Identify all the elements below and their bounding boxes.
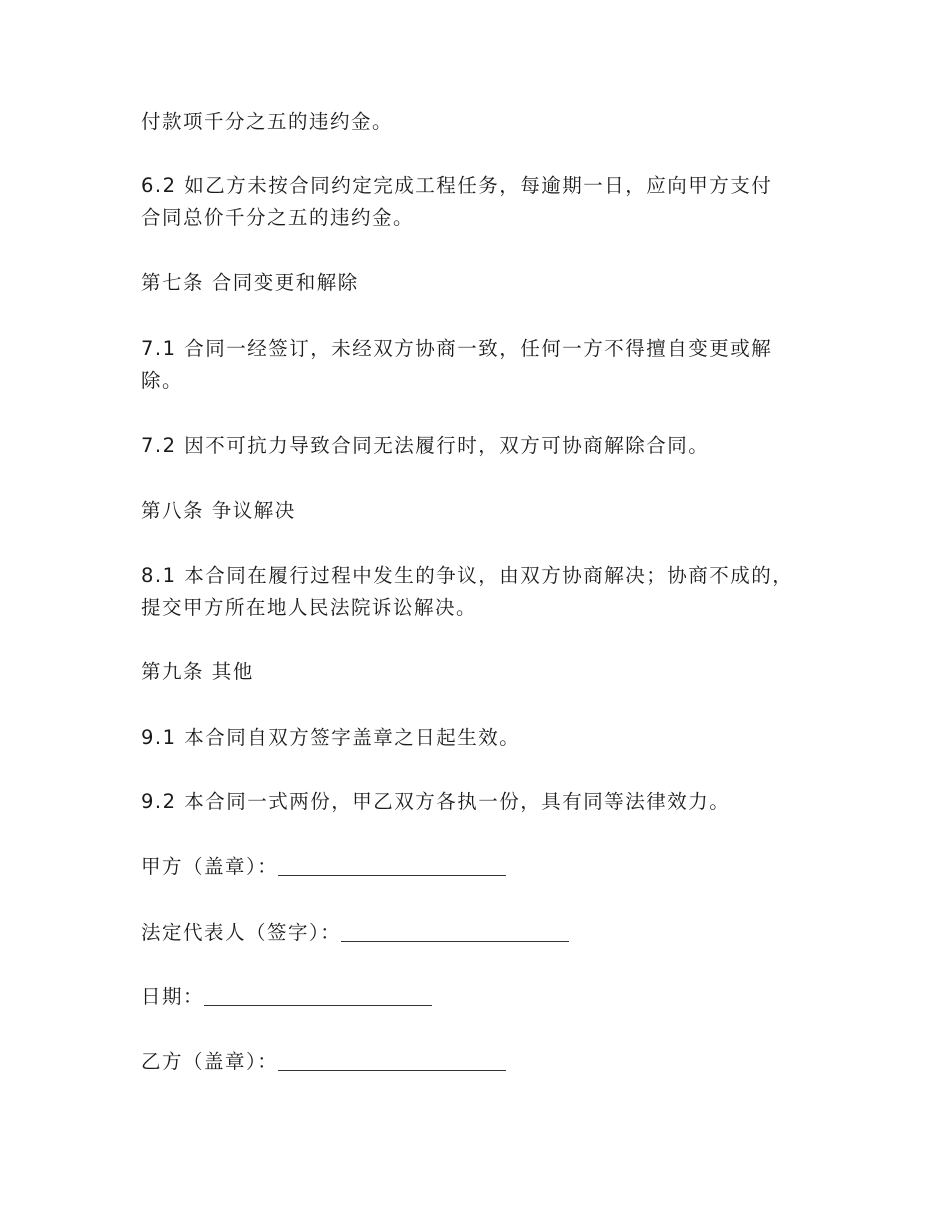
clause-6-2: 6.2 如乙方未按合同约定完成工程任务，每逾期一日，应向甲方支付 合同总价千分之五的违约金。	[141, 174, 773, 229]
article-9-heading: 第九条 其他	[141, 660, 254, 683]
article-8-heading: 第八条 争议解决	[141, 499, 296, 522]
clause-8-1: 8.1 本合同在履行过程中发生的争议，由双方协商解决；协商不成的， 提交甲方所在地人民法院诉讼解决。	[141, 564, 794, 619]
party-a-seal-line: 甲方（盖章）：	[141, 851, 506, 883]
paragraph-penalty-continued: 付款项千分之五的违约金。	[141, 110, 394, 133]
clause-9-1: 9.1 本合同自双方签字盖章之日起生效。	[141, 726, 521, 749]
legal-rep-signature-blank	[341, 941, 569, 942]
party-b-seal-blank	[278, 1070, 506, 1071]
date-blank	[204, 1005, 432, 1006]
clause-9-2: 9.2 本合同一式两份，甲乙双方各执一份，具有同等法律效力。	[141, 790, 731, 813]
legal-rep-signature-line: 法定代表人（签字）：	[141, 917, 569, 949]
article-7-heading: 第七条 合同变更和解除	[141, 271, 359, 294]
clause-7-2: 7.2 因不可抗力导致合同无法履行时，双方可协商解除合同。	[141, 434, 710, 457]
clause-7-1: 7.1 合同一经签订，未经双方协商一致，任何一方不得擅自变更或解 除。	[141, 337, 773, 392]
date-line: 日期：	[141, 981, 432, 1013]
party-a-seal-blank	[278, 875, 506, 876]
party-b-seal-line: 乙方（盖章）：	[141, 1046, 506, 1078]
